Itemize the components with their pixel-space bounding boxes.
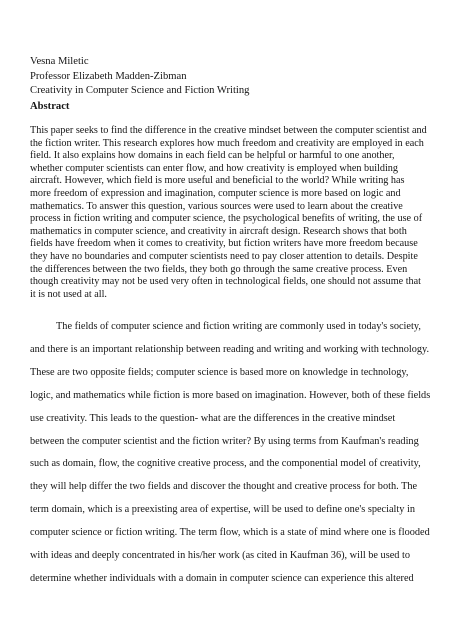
abstract-heading: Abstract xyxy=(30,101,70,112)
body-line: they will help differ the two fields and discover the thought and creative process for both. The xyxy=(30,481,418,493)
abstract-line: though creativity may not be used very often in technological fields, one should not assume that xyxy=(30,276,421,288)
body-line: The fields of computer science and fiction writing are commonly used in today's society, xyxy=(56,321,421,332)
author-name: Vesna Miletic xyxy=(30,56,89,67)
body-paragraph xyxy=(30,316,431,591)
abstract-line: they have no boundaries and computer scientists need to pay closer attention to details. Despite xyxy=(30,250,418,262)
abstract-paragraph xyxy=(30,125,458,301)
body-line: determine whether individuals with a domain in computer science can experience this altered xyxy=(30,572,414,584)
course-title: Creativity in Computer Science and Fiction Writing xyxy=(30,85,250,96)
abstract-line: fields have freedom when it comes to creativity, but fiction writers have more freedom because xyxy=(30,238,418,250)
abstract-line: the fiction writer. This research explores how much freedom and creativity are employed in each xyxy=(30,137,424,149)
abstract-line: mathematics in computer science, and creativity in aircraft design. Research shows that both xyxy=(30,225,407,237)
body-line: between the computer scientist and the fiction writer? By using terms from Kaufman's reading xyxy=(30,435,419,447)
document-header xyxy=(30,55,249,99)
body-line: computer science or fiction writing. The term flow, which is a state of mind where one is flooded xyxy=(30,527,430,539)
professor-name: Professor Elizabeth Madden-Zibman xyxy=(30,70,187,82)
body-line: logic, and mathematics while fiction is more based on imagination. However, both of these fields xyxy=(30,389,431,401)
body-line: such as domain, flow, the cognitive creative process, and the componential model of creativity, xyxy=(30,458,421,470)
abstract-line: whether computer scientists can enter flow, and how creativity is employed when building xyxy=(30,162,398,174)
body-line: and there is an important relationship between reading and writing and working with technology. xyxy=(30,343,430,355)
abstract-line: field. It also explains how domains in each field can be helpful or harmful to one another, xyxy=(30,150,395,162)
abstract-line: the differences between the two fields, they both go through the same creative process. Even xyxy=(30,263,408,275)
abstract-line: it is not used at all. xyxy=(30,288,107,300)
abstract-line: process in fiction writing and computer science, the psychological benefits of writing, the use of xyxy=(30,213,423,225)
abstract-line: more freedom of expression and imagination, computer science is more based on logic and xyxy=(30,187,401,199)
body-line: with ideas and deeply concentrated in his/her work (as cited in Kaufman 36), will be used to xyxy=(30,550,411,562)
abstract-line: mathematics. To answer this question, various sources were used to learn about the creative xyxy=(30,200,403,212)
body-line: term domain, which is a preexisting area of expertise, will be used to define one's specialty in xyxy=(30,504,416,516)
abstract-line: This paper seeks to find the difference in the creative mindset between the computer scientist and xyxy=(30,125,427,136)
body-line: These are two opposite fields; computer science is based more on knowledge in technology, xyxy=(30,366,409,378)
abstract-line: aircraft. However, which field is more useful and beneficial to the world? While writing has xyxy=(30,175,405,187)
body-line: use creativity. This leads to the question- what are the differences in the creative mindset xyxy=(30,412,396,424)
